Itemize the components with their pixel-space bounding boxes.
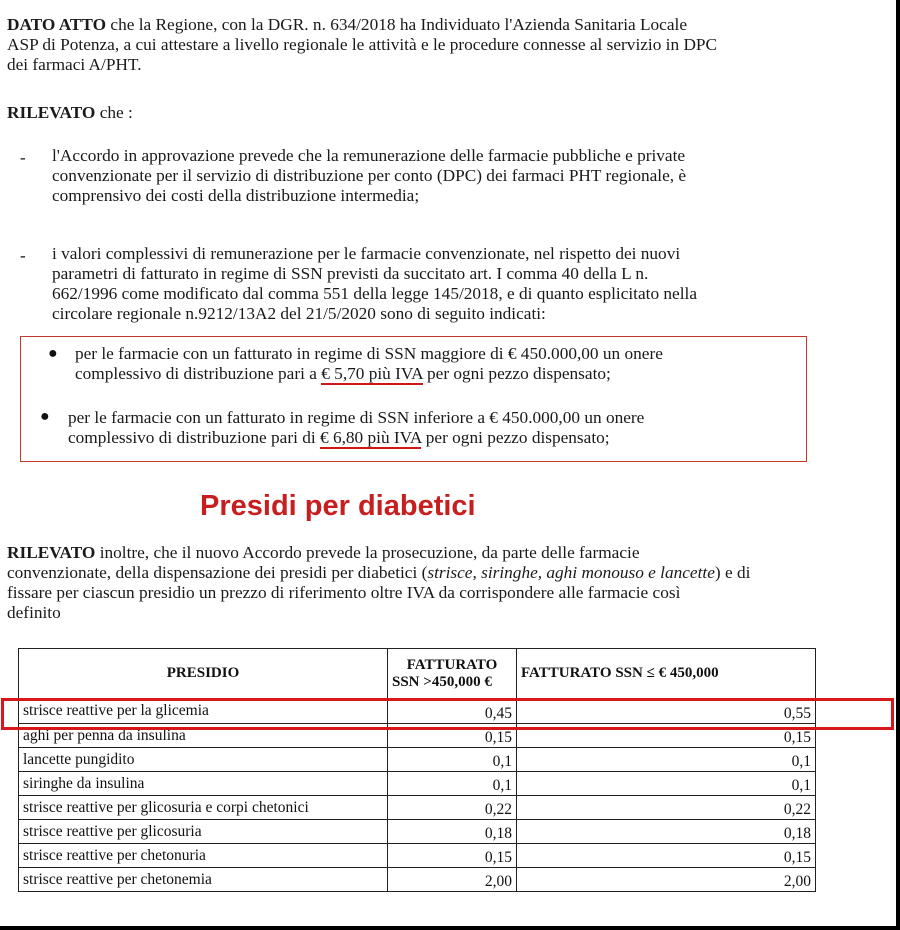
bullet-under-450k (68, 408, 798, 448)
text-line: convenzionate per il servizio di distribuzione per conto (DPC) dei farmaci PHT regionale, è (52, 166, 687, 185)
price-cell: 2,00 (388, 868, 517, 892)
price-cell: 0,15 (388, 724, 517, 748)
paragraph-rilevato (7, 103, 133, 123)
price-cell: 0,45 (388, 699, 517, 724)
presidio-name: strisce reattive per la glicemia (19, 699, 388, 724)
presidi-table (18, 648, 816, 892)
presidio-name: siringhe da insulina (19, 772, 388, 796)
table-header-row (19, 649, 816, 699)
price-cell: 2,00 (517, 868, 816, 892)
text-line: parametri di fatturato in regime di SSN previsti da succitato art. I comma 40 della L n. (52, 264, 649, 283)
table-row (19, 868, 816, 892)
table-row (19, 748, 816, 772)
text-line: che : (95, 103, 133, 122)
text-line: per le farmacie con un fatturato in regime di SSN maggiore di € 450.000,00 un onere (75, 344, 663, 363)
text-line: fissare per ciascun presidio un prezzo di riferimento oltre IVA da corrispondere alle farmacie così (7, 583, 681, 602)
price-cell: 0,15 (517, 724, 816, 748)
highlight-box (1, 698, 894, 730)
table-row (19, 772, 816, 796)
table-row (19, 796, 816, 820)
price-cell: 0,1 (388, 748, 517, 772)
price-cell: 0,1 (517, 772, 816, 796)
price-cell: 0,1 (388, 772, 517, 796)
dash-marker: - (20, 246, 26, 265)
table-row (19, 820, 816, 844)
text-line: convenzionate, della dispensazione dei presidi per diabetici ( (7, 563, 428, 582)
text-line: circolare regionale n.9212/13A2 del 21/5/2020 sono di seguito indicati: (52, 304, 546, 323)
text-line: per ogni pezzo dispensato; (422, 364, 611, 383)
text-line: per le farmacie con un fatturato in regime di SSN inferiore a € 450.000,00 un onere (68, 408, 645, 427)
paragraph-dato-atto (7, 15, 887, 75)
header-text: SSN >450,000 € (392, 673, 492, 690)
text-line: per ogni pezzo dispensato; (421, 428, 610, 447)
price-cell: 0,18 (388, 820, 517, 844)
price-5-70: € 5,70 più IVA (321, 364, 423, 383)
price-cell: 0,15 (388, 844, 517, 868)
presidio-name: strisce reattive per chetonemia (19, 868, 388, 892)
presidio-name: strisce reattive per chetonuria (19, 844, 388, 868)
price-6-80: € 6,80 più IVA (319, 428, 422, 447)
price-cell: 0,18 (517, 820, 816, 844)
header-fatturato-under: FATTURATO SSN ≤ € 450,000 (517, 649, 816, 699)
list-item-valori (52, 244, 892, 324)
text-line: comprensivo dei costi della distribuzione intermedia; (52, 186, 420, 205)
rilevato-label: RILEVATO (7, 103, 96, 122)
bullet-icon: ● (40, 408, 50, 425)
text-line: complessivo di distribuzione pari di (68, 428, 320, 447)
header-presidio: PRESIDIO (19, 649, 388, 699)
presidio-name: strisce reattive per glicosuria (19, 820, 388, 844)
text-line: ) e di (714, 563, 751, 582)
price-cell: 0,55 (517, 699, 816, 724)
dash-marker: - (20, 148, 26, 167)
text-line: definito (7, 603, 61, 622)
header-fatturato-over (388, 649, 517, 699)
text-line: i valori complessivi di remunerazione per le farmacie convenzionate, nel rispetto dei nuovi (52, 244, 681, 263)
table-row (19, 844, 816, 868)
price-cell: 0,1 (517, 748, 816, 772)
section-heading: Presidi per diabetici (200, 490, 476, 522)
dato-atto-label: DATO ATTO (7, 15, 107, 34)
text-line: l'Accordo in approvazione prevede che la remunerazione delle farmacie pubbliche e private (52, 146, 686, 165)
price-cell: 0,22 (388, 796, 517, 820)
header-text: FATTURATO (406, 656, 498, 673)
text-line: dei farmaci A/PHT. (7, 55, 142, 74)
presidio-name: lancette pungidito (19, 748, 388, 772)
bullet-icon: ● (48, 345, 58, 362)
text-line: complessivo di distribuzione pari a (75, 364, 322, 383)
text-line: inoltre, che il nuovo Accordo prevede la prosecuzione, da parte delle farmacie (95, 543, 640, 562)
presidio-name: strisce reattive per glicosuria e corpi chetonici (19, 796, 388, 820)
text-line: 662/1996 come modificato dal comma 551 della legge 145/2018, e di quanto esplicitato nella (52, 284, 698, 303)
presidio-name: aghi per penna da insulina (19, 724, 388, 748)
price-cell: 0,15 (517, 844, 816, 868)
bullet-over-450k (75, 344, 795, 384)
text-line: che la Regione, con la DGR. n. 634/2018 ha Individuato l'Azienda Sanitaria Locale (106, 15, 687, 34)
paragraph-rilevato-inoltre (7, 543, 887, 623)
price-cell: 0,22 (517, 796, 816, 820)
italic-text: strisce, siringhe, aghi monouso e lancette (427, 563, 715, 582)
text-line: ASP di Potenza, a cui attestare a livello regionale le attività e le procedure connesse al servizio in DPC (7, 35, 718, 54)
rilevato-label: RILEVATO (7, 543, 96, 562)
list-item-accordo (52, 146, 892, 206)
